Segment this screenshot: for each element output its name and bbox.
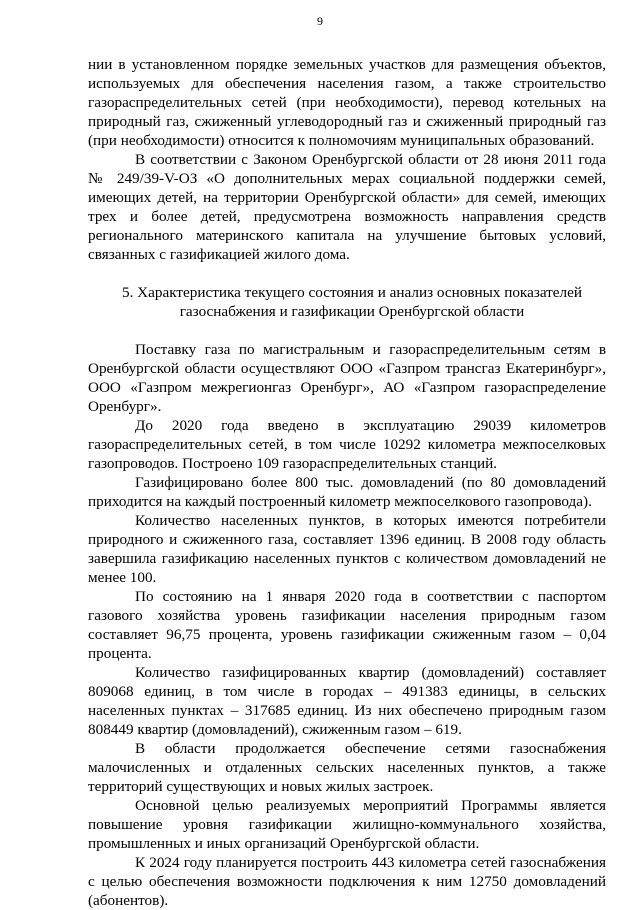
paragraph-small-settlements: В области продолжается обеспечение сетями газоснабжения малочисленных и отдаленных сельских населенных пунктов, а также территорий существующих и новых жилых застроек. [88,740,606,795]
paragraph-regional-capital: В соответствии с Законом Оренбургской области от 28 июня 2011 года № 249/39-V-ОЗ «О дополнительных мерах социальной поддержки семей, имеющих детей, на территории Оренбургской области» для семей, имеющих трех и более детей, предусмотрена возможность направления средств регионального материнского капитала на улучшение бытовых условий, связанных с газификацией жилого дома. [88,151,606,263]
page-number: 9 [317,14,323,28]
paragraph-households-gasified: Газифицировано более 800 тыс. домовладений (по 80 домовладений приходится на каждый построенный километр межпоселкового газопровода). [88,474,606,510]
paragraph-settlements: Количество населенных пунктов, в которых имеются потребители природного и сжиженного газа, составляет 1396 единиц. В 2008 году область завершила газификацию населенных пунктов с количеством домовладений не менее 100. [88,512,606,586]
section-heading-line-1: 5. Характеристика текущего состояния и анализ основных показателей [121,284,582,301]
section-heading [88,283,606,321]
paragraph-program-goal: Основной целью реализуемых мероприятий Программы является повышение уровня газификации жилищно-коммунального хозяйства, промышленных и иных организаций Оренбургской области. [88,797,606,852]
paragraph-apartments-count: Количество газифицированных квартир (домовладений) составляет 809068 единиц, в том числе в городах – 491383 единицы, в сельских населенных пунктах – 317685 единиц. Из них обеспечено природным газом 808449 квартир (домовладений), сжиженным газом – 619. [88,664,606,738]
paragraph-networks-built: До 2020 года введено в эксплуатацию 29039 километров газораспределительных сетей, в том числе 10292 километра межпоселковых газопроводов. Построено 109 газораспределительных станций. [88,417,606,472]
paragraph-gas-suppliers: Поставку газа по магистральным и газораспределительным сетям в Оренбургской области осуществляют ООО «Газпром трансгаз Екатеринбург», ООО «Газпром межрегионгаз Оренбург», АО «Газпром газораспределение Оренбург». [88,341,606,415]
paragraph-gasification-level: По состоянию на 1 января 2020 года в соответствии с паспортом газового хозяйства уровень газификации населения природным газом составляет 96,75 процента, уровень газификации сжиженным газом – 0,04 процента. [88,588,606,662]
section-heading-line-2: газоснабжения и газификации Оренбургской области [179,303,525,320]
paragraph-continuation: нии в установленном порядке земельных участков для размещения объектов, используемых для обеспечения населения газом, а также строительство газораспределительных сетей (при необходимости), перевод котельных на природный газ, сжиженный углеводородный газ и сжиженный природный газ (при необходимости) относится к полномочиям муниципальных образований. [88,56,606,149]
document-body [88,55,606,910]
paragraph-2024-plan: К 2024 году планируется построить 443 километра сетей газоснабжения с целью обеспечения возможности подключения к ним 12750 домовладений (абонентов). [88,854,606,909]
